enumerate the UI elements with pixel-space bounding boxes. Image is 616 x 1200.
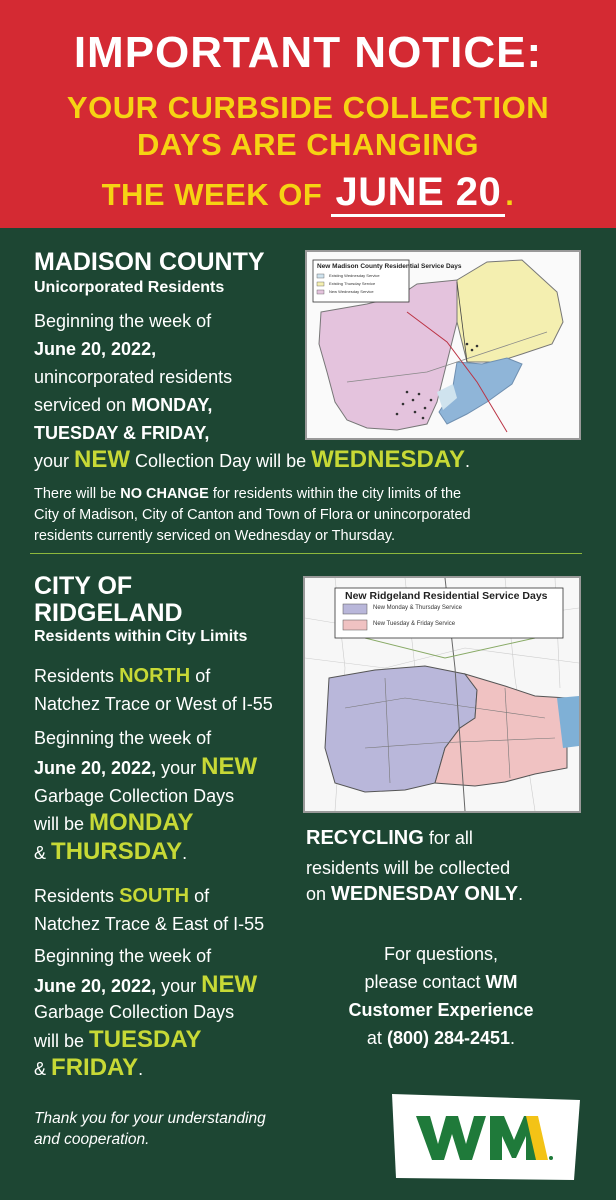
south-period: . [138,1059,144,1079]
thanks-line-1: Thank you for your understanding [34,1110,266,1127]
north-begin-4 [34,810,194,837]
header-week-of: THE WEEK OF [101,177,323,212]
ridgeland-map-title: New Ridgeland Residential Service Days [345,590,548,602]
north-monday: MONDAY [89,809,194,836]
note-line1-rest: for residents within the city limits of the [212,486,462,502]
madison-legend-1: Existing Wednesday Service [329,273,380,278]
thank-you-note [34,1108,266,1150]
north-new: NEW [201,753,258,780]
header-period: . [505,177,515,212]
recycling-label: RECYCLING [306,827,424,849]
contact-wm: WM [485,972,518,992]
north-line-1 [34,664,210,689]
south-your: your [161,976,197,996]
ridgeland-legend-2: New Tuesday & Friday Service [373,621,456,627]
south-tuesday: TUESDAY [89,1026,202,1053]
madison-legend-3: New Wednesday Service [329,289,374,294]
recycling-period: . [518,884,524,904]
south-friday: FRIDAY [51,1054,139,1081]
header-line-3: DAYS ARE CHANGING [136,127,480,162]
madison-serviced-on: serviced on [34,395,127,415]
south-begin-4 [34,1027,202,1054]
north-thursday: THURSDAY [51,838,183,865]
contact-please: please contact [364,972,481,992]
contact-phone[interactable]: (800) 284-2451 [386,1028,511,1048]
header-line-2: YOUR CURBSIDE COLLECTION [66,90,550,125]
south-residents: Residents [34,886,115,906]
madison-period: . [464,451,470,471]
south-label: SOUTH [119,885,190,907]
south-begin-3: Garbage Collection Days [34,1002,235,1022]
madison-text-6 [34,447,470,474]
section-divider [30,553,582,554]
south-amp: & [34,1059,47,1079]
contact-line-3: Customer Experience [348,1000,534,1020]
ridgeland-title-1: CITY OF [34,572,133,600]
south-begin-1: Beginning the week of [34,946,212,966]
north-your: your [161,758,197,778]
madison-note-1 [34,484,461,505]
north-begin-1: Beginning the week of [34,728,212,748]
recycling-on: on [306,884,327,904]
madison-subtitle: Unicorporated Residents [34,279,225,296]
south-of: of [194,886,210,906]
north-begin-5 [34,839,187,866]
south-new: NEW [201,971,258,998]
madison-note-2: City of Madison, City of Canton and Town of Flora or unincorporated [34,507,471,523]
header-title: IMPORTANT NOTICE: [73,28,543,77]
south-line-2: Natchez Trace & East of I-55 [34,914,265,934]
south-date: June 20, 2022, [34,976,157,996]
ridgeland-legend-1: New Monday & Thursday Service [373,605,462,611]
madison-text-3: unincorporated residents [34,367,233,387]
contact-line-1: For questions, [383,944,499,964]
north-date: June 20, 2022, [34,758,157,778]
south-begin-5 [34,1055,143,1082]
ridgeland-title-2: RIDGELAND [34,599,183,627]
madison-title: MADISON COUNTY [34,248,265,276]
ridgeland-subtitle: Residents within City Limits [34,628,248,645]
note-no-change: NO CHANGE [120,486,209,502]
north-residents: Residents [34,666,115,686]
recycling-line-1 [306,826,473,851]
notice-header [0,0,616,228]
madison-note-3: residents currently serviced on Wednesday or Thursday. [34,528,396,544]
madison-wednesday: WEDNESDAY [311,446,465,473]
header-date: JUNE 20 [331,170,505,217]
madison-text-4 [34,393,212,418]
contact-period: . [510,1028,516,1048]
madison-county-map [305,250,581,440]
north-label: NORTH [119,665,191,687]
madison-monday: MONDAY, [131,395,213,415]
north-period: . [182,843,188,863]
note-there-will-be: There will be [34,486,117,502]
wm-logo-icon [386,1092,586,1182]
north-will-be: will be [34,814,85,834]
ridgeland-map-graphic [305,578,579,811]
madison-text-5: TUESDAY & FRIDAY, [34,423,210,443]
madison-text-1: Beginning the week of [34,311,212,331]
wm-logo [386,1092,586,1182]
madison-collection-day: Collection Day will be [135,451,307,471]
north-line-2: Natchez Trace or West of I-55 [34,694,273,714]
north-amp: & [34,843,47,863]
thanks-line-2: and cooperation. [34,1131,150,1148]
south-will-be: will be [34,1031,85,1051]
south-line-1 [34,884,209,909]
contact-line-2 [300,970,582,995]
north-begin-2 [34,754,257,781]
south-begin-2 [34,972,257,999]
contact-at: at [366,1028,382,1048]
north-begin-3: Garbage Collection Days [34,786,235,806]
recycling-line-2: residents will be collected [306,858,511,878]
madison-new: NEW [74,446,131,473]
north-of: of [195,666,211,686]
recycling-line-3 [306,882,523,907]
header-line-4 [0,170,616,215]
contact-line-4 [300,1026,582,1051]
recycling-wednesday-only: WEDNESDAY ONLY [331,883,519,905]
ridgeland-map [303,576,581,813]
madison-map-graphic [307,252,579,438]
recycling-for-all: for all [428,828,473,848]
madison-your: your [34,451,70,471]
madison-legend-2: Existing Thursday Service [329,281,376,286]
madison-map-title: New Madison County Residential Service Days [317,263,462,270]
madison-text-2: June 20, 2022, [34,339,157,359]
